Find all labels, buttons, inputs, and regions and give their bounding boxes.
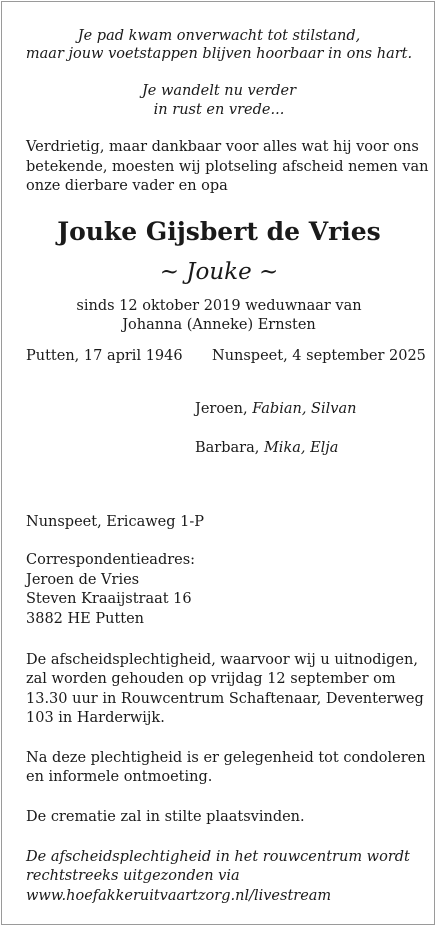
ceremony-line-2: zal worden gehouden op vrijdag 12 september om <box>26 671 396 687</box>
widower-line-2: Johanna (Anneke) Ernsten <box>122 317 316 333</box>
widower-line-1: sinds 12 oktober 2019 weduwnaar van <box>76 298 362 314</box>
family-children-2: Mika, Elja <box>263 440 339 456</box>
poem-line-4: in rust en vrede... <box>153 102 285 118</box>
intro-line-2: betekende, moesten wij plotseling afscheid nemen van <box>26 159 429 175</box>
correspondence-city: 3882 HE Putten <box>26 611 145 627</box>
ceremony-line-4: 103 in Harderwijk. <box>26 710 165 726</box>
intro-line-1: Verdrietig, maar dankbaar voor alles wat hij voor ons <box>26 139 419 155</box>
correspondence-label: Correspondentieadres: <box>26 552 196 568</box>
poem-line-3: Je wandelt nu verder <box>141 83 297 99</box>
poem-line-2: maar jouw voetstappen blijven hoorbaar in ons hart. <box>25 46 413 62</box>
family-line-2 <box>195 438 338 458</box>
correspondence-street: Steven Kraaijstraat 16 <box>26 591 192 607</box>
ceremony-line-3: 13.30 uur in Rouwcentrum Schaftenaar, Deventerweg <box>26 691 424 707</box>
intro-line-3: onze dierbare vader en opa <box>26 178 228 194</box>
condolence-line-1: Na deze plechtigheid is er gelegenheid tot condoleren <box>26 750 426 766</box>
obituary-notice <box>1 1 435 925</box>
birth-place-date: Putten, 17 april 1946 <box>26 348 183 364</box>
deceased-nickname: ~ Jouke ~ <box>159 259 279 285</box>
poem-line-1: Je pad kwam onverwacht tot stilstand, <box>77 28 361 44</box>
home-address: Nunspeet, Ericaweg 1-P <box>26 514 204 530</box>
livestream-line-2: rechtstreeks uitgezonden via <box>26 868 240 884</box>
livestream-url[interactable]: www.hoefakkeruitvaartzorg.nl/livestream <box>26 888 332 904</box>
condolence-line-2: en informele ontmoeting. <box>26 769 213 785</box>
correspondence-name: Jeroen de Vries <box>26 572 140 588</box>
family-parent-1: Jeroen, <box>195 401 253 417</box>
family-parent-2: Barbara, <box>195 440 264 456</box>
livestream-line-1: De afscheidsplechtigheid in het rouwcentrum wordt <box>26 849 410 865</box>
cremation-note: De crematie zal in stilte plaatsvinden. <box>26 809 305 825</box>
ceremony-line-1: De afscheidsplechtigheid, waarvoor wij u uitnodigen, <box>26 652 418 668</box>
family-children-1: Fabian, Silvan <box>252 401 357 417</box>
death-place-date: Nunspeet, 4 september 2025 <box>212 348 426 364</box>
deceased-name: Jouke Gijsbert de Vries <box>57 217 381 246</box>
family-line-1 <box>195 399 356 419</box>
